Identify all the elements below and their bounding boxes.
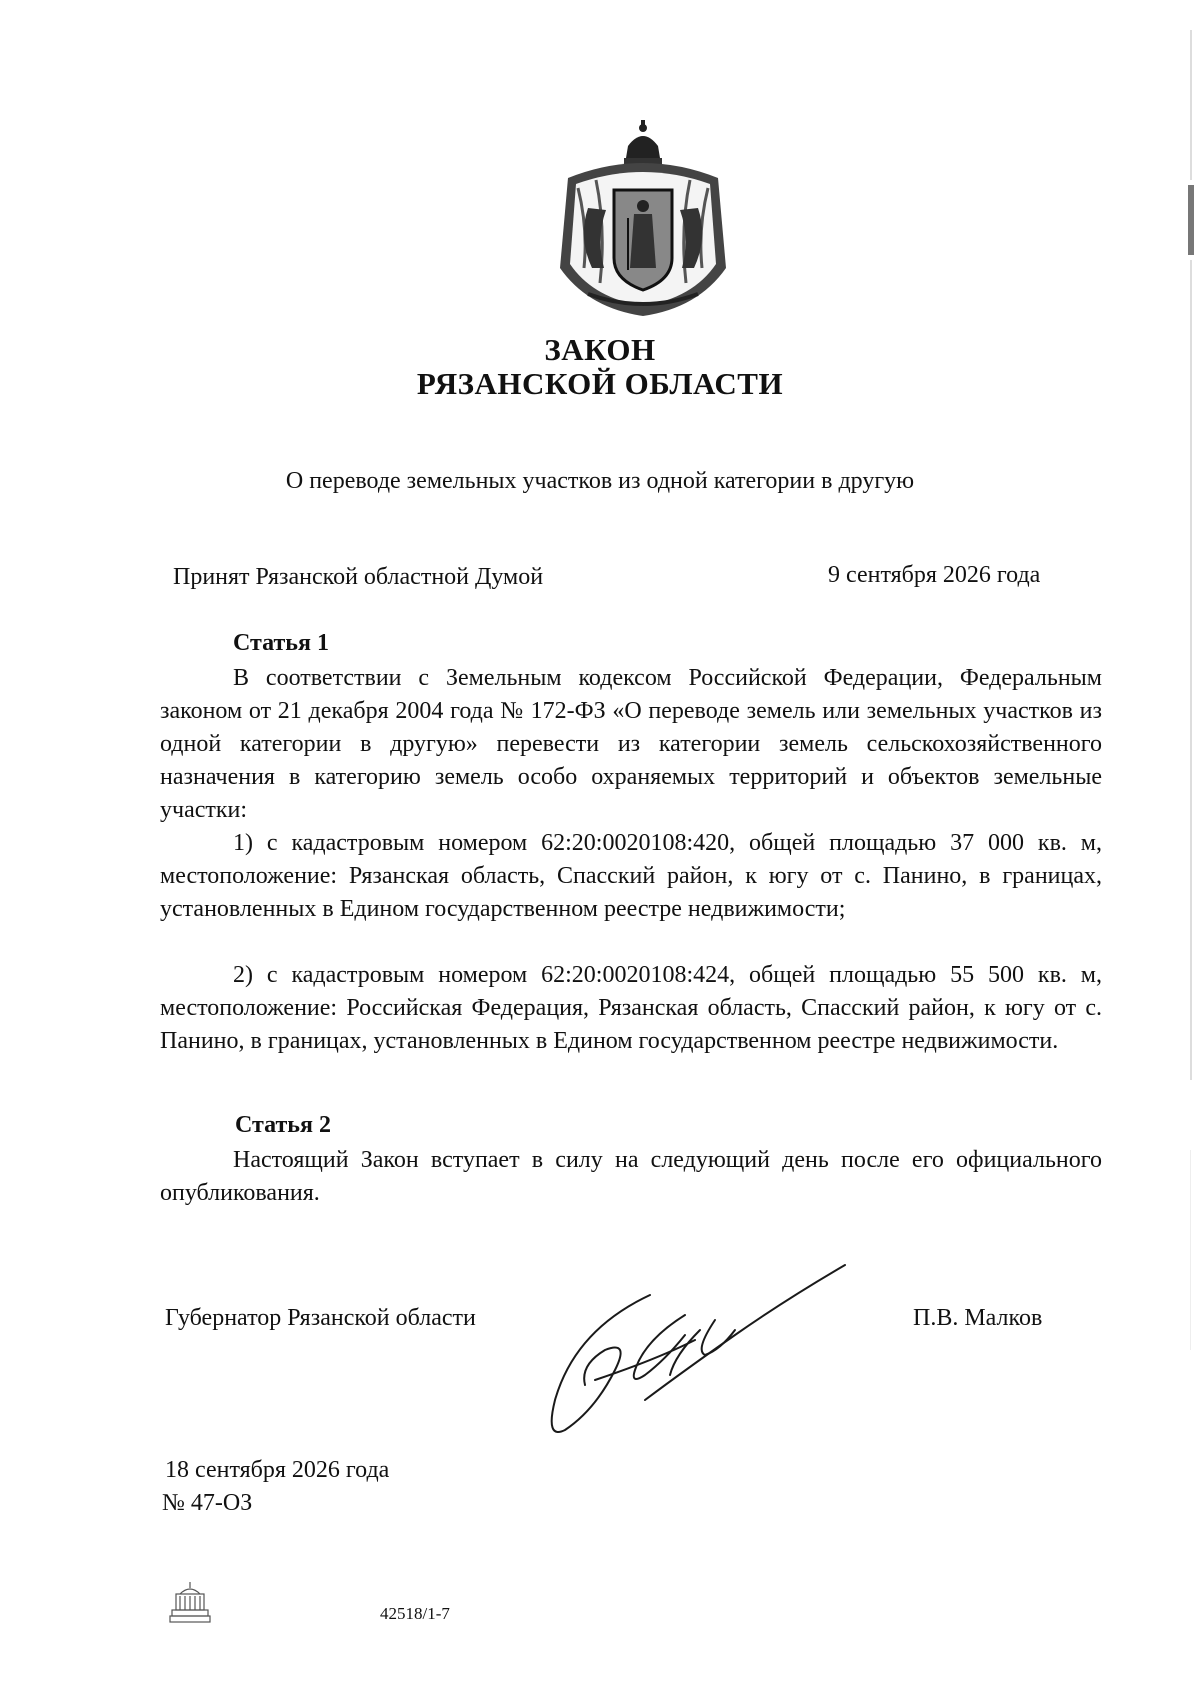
article1-item2-text: 2) с кадастровым номером 62:20:0020108:424, общей площадью 55 500 кв. м, местоположение: Российская Федерация, Рязанская область, Спасский район, к югу от с. Панино, в границах, установленных в Едином государственном реестре недвижимости.: [160, 962, 1102, 1054]
sign-date: 18 сентября 2026 года: [165, 1457, 390, 1483]
printing-house-stamp-icon: [168, 1580, 212, 1626]
document-subtitle: О переводе земельных участков из одной категории в другую: [285, 468, 915, 494]
document-title-line1: ЗАКОН: [544, 332, 656, 367]
article2-text: [160, 1144, 1102, 1210]
coat-of-arms-emblem: [548, 118, 738, 318]
article1-item2: [160, 959, 1102, 1058]
adopted-by: Принят Рязанской областной Думой: [173, 564, 544, 590]
signatory-name: П.В. Малков: [913, 1305, 1043, 1331]
document-title-line2: РЯЗАНСКОЙ ОБЛАСТИ: [416, 366, 784, 401]
print-code: 42518/1-7: [380, 1604, 450, 1623]
article1-heading: Статья 1: [233, 630, 329, 656]
scan-edge-strip: [1184, 0, 1200, 1695]
article1-intro: [160, 662, 1102, 827]
signatory-title: Губернатор Рязанской области: [165, 1305, 476, 1331]
handwritten-signature: [535, 1260, 865, 1450]
law-number: № 47-ОЗ: [162, 1490, 253, 1516]
article1-intro-text: В соответствии с Земельным кодексом Российской Федерации, Федеральным законом от 21 декабря 2004 года № 172-ФЗ «О переводе земель или земельных участков из одной категории в другую» перевести из категории земель сельскохозяйственного назначения в категорию земель особо охраняемых территорий и объектов земельные участки:: [160, 665, 1102, 823]
article1-item1: [160, 827, 1102, 926]
article2-body: Настоящий Закон вступает в силу на следующий день после его официального опубликования.: [160, 1147, 1102, 1206]
article1-item1-text: 1) с кадастровым номером 62:20:0020108:420, общей площадью 37 000 кв. м, местоположение: Рязанская область, Спасский район, к югу от с. Панино, в границах, установленных в Едином государственном реестре недвижимости;: [160, 830, 1102, 922]
article2-heading: Статья 2: [235, 1112, 331, 1138]
adopted-date: 9 сентября 2026 года: [828, 562, 1041, 588]
